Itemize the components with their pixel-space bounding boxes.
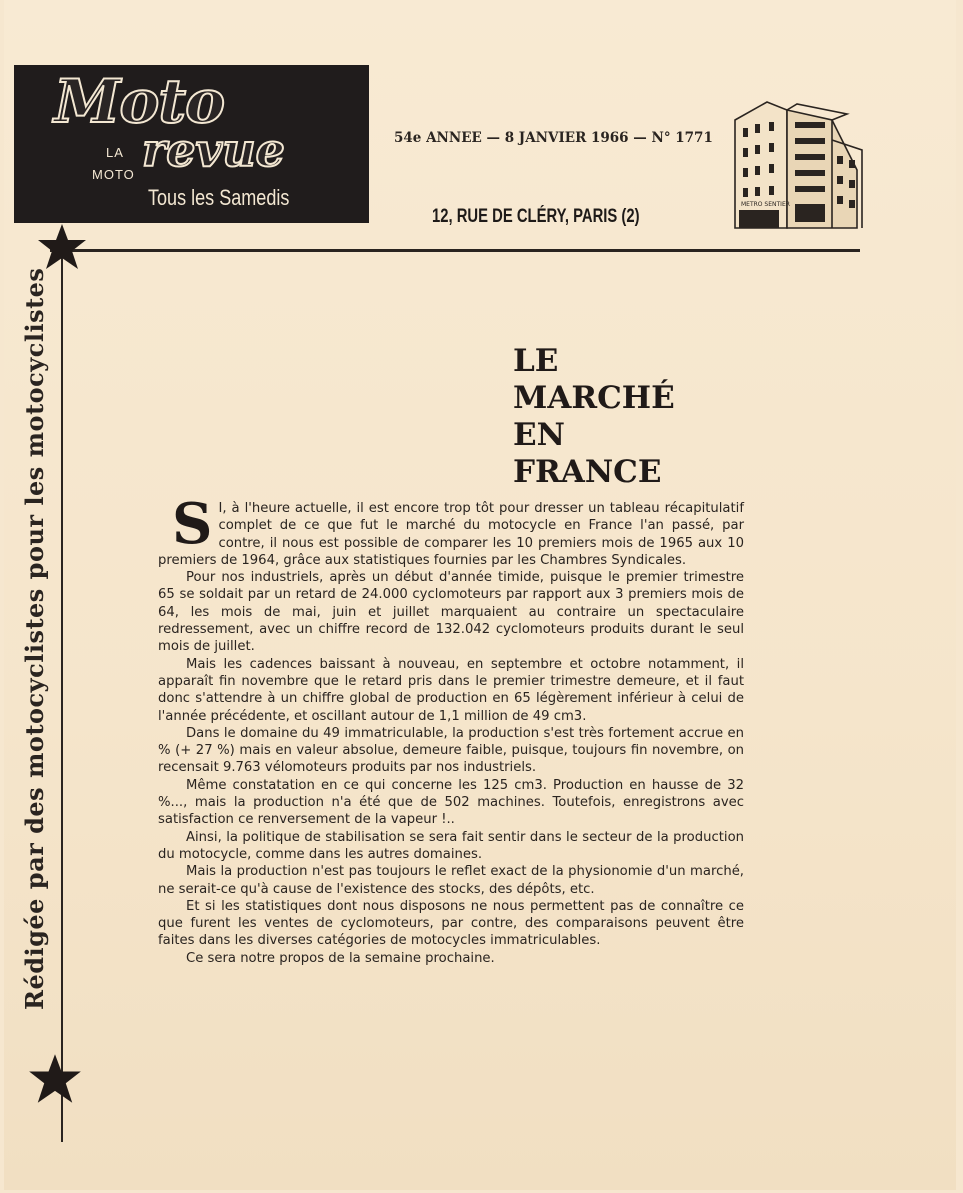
article-paragraph: Mais les cadences baissant à nouveau, en septembre et octobre notamment, il apparaît fin novembre que le retard pris dans le premier trimestre demeure, et il faut donc s'attendre à un chiffre global de production en 65 légèrement inférieur à celui de l'année précédente, et oscillant autour de 1,1 million de 49 cm3. <box>158 656 744 724</box>
article-paragraph: Et si les statistiques dont nous disposons ne nous permettent pas de connaître ce que furent les ventes de cyclomoteurs, par contre, des comparaisons peuvent être faites dans les diverses catégories de motocycles immatriculables. <box>158 898 744 949</box>
article-paragraph: Pour nos industriels, après un début d'année timide, puisque le premier trimestre 65 se soldait par un retard de 24.000 cyclomoteurs par rapport aux 3 premiers mois de 64, les mois de mai, juin et juillet marquaient au contraire un spectaculaire redressement, avec un chiffre record de 132.042 cyclomoteurs produits durant le seul mois de juillet. <box>158 570 744 655</box>
logo-moto-text: Moto <box>54 67 225 137</box>
star-icon <box>27 1053 83 1105</box>
paragraph-text: I, à l'heure actuelle, il est encore trop tôt pour dresser un tableau récapitulatif complet de ce que fut le marché du motocycle en France l'an passé, par contre, il nous est possible de comparer les 10 premiers mois de 1965 aux 10 premiers de 1964, grâce aux statistiques fournies par les Chambres Syndicales. <box>158 501 744 568</box>
article-paragraph: Même constatation en ce qui concerne les 125 cm3. Production en hausse de 32 %..., mais la production n'a été que de 502 machines. Toutefois, enregistrons avec satisfaction ce renversement de la vapeur !.. <box>158 777 744 828</box>
masthead-logo-block <box>14 65 369 223</box>
headline-line: EN <box>513 417 565 453</box>
article-paragraph: Ce sera notre propos de la semaine prochaine. <box>186 950 495 966</box>
logo-revue-text: revue <box>142 123 285 177</box>
drop-cap: S <box>172 491 213 557</box>
star-icon <box>36 224 88 270</box>
building-illustration <box>727 100 867 230</box>
headline-line: FRANCE <box>513 454 662 490</box>
side-rule <box>61 252 63 1142</box>
logo-small-moto-text: MOTO <box>92 167 135 182</box>
article-paragraph <box>158 491 744 569</box>
building-sign: METRO SENTIER <box>741 201 790 208</box>
header-rule <box>50 249 860 252</box>
article-paragraph: Mais la production n'est pas toujours le reflet exact de la physionomie d'un marché, ne serait-ce qu'à cause de l'existence des stocks, des dépôts, etc. <box>158 864 744 897</box>
article-body <box>158 491 744 967</box>
article-headline <box>513 343 675 491</box>
article-paragraph: Dans le domaine du 49 immatriculable, la production s'est très fortement accrue en % (+ 27 %) mais en valeur absolue, demeure faible, puisque, toujours fin novembre, on recensait 9.763 vélomoteurs produits par nos industriels. <box>158 725 744 776</box>
tagline: Tous les Samedis <box>148 185 290 210</box>
side-slogan: Rédigée par des motocyclistes pour les motocyclistes <box>20 267 49 1010</box>
headline-line: MARCHÉ <box>513 380 675 416</box>
headline-line: LE <box>513 343 559 379</box>
logo-la-text: LA <box>106 145 124 160</box>
address: 12, RUE DE CLÉRY, PARIS (2) <box>432 206 640 227</box>
article-paragraph: Ainsi, la politique de stabilisation se sera fait sentir dans le secteur de la production du motocycle, comme dans les autres domaines. <box>158 829 744 862</box>
issue-line: 54e ANNEE — 8 JANVIER 1966 — N° 1771 <box>394 130 713 146</box>
